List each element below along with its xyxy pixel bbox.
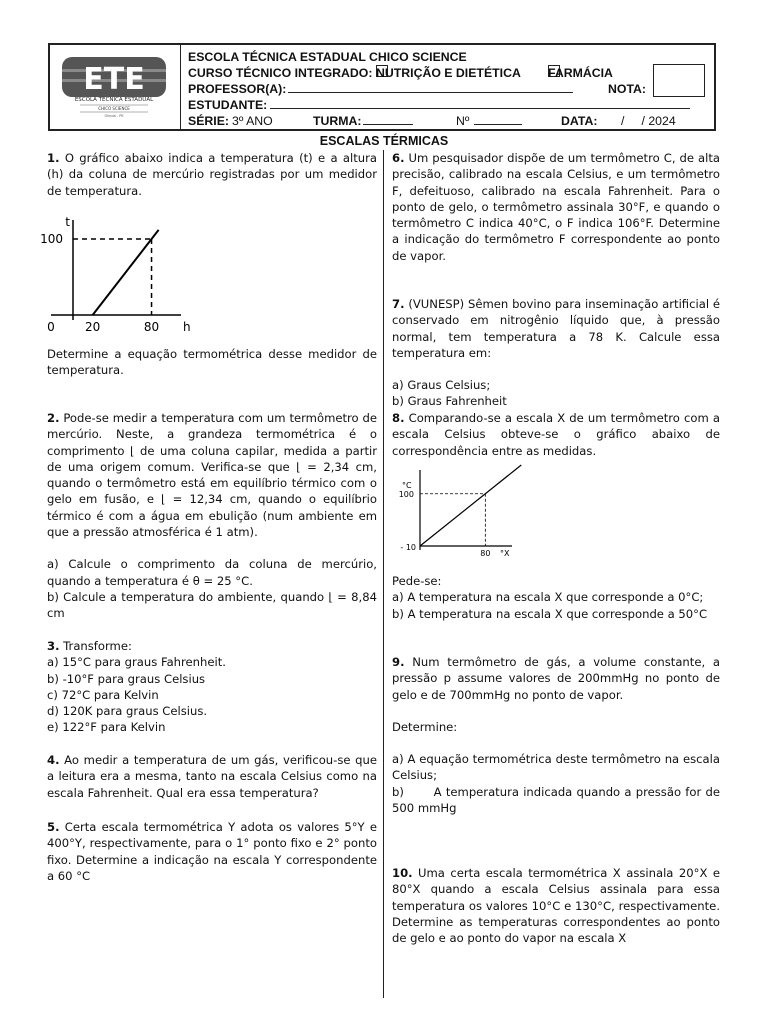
serie-value: 3º ANO [232, 114, 273, 128]
q7-text: (VUNESP) Sêmen bovino para inseminação artificial é conservado em nitrogênio líquido que, à pressão normal, tem temperatura a 78 K. Calcule essa temperatura em: [392, 297, 721, 360]
column-divider [383, 150, 384, 998]
q2-a: a) Calcule o comprimento da coluna de mercúrio, quando a temperatura é θ = 25 °C. [47, 557, 377, 588]
logo-subtitle-2: CHICO SCIENCE [98, 106, 130, 111]
left-column [40, 150, 378, 890]
question-8-items [392, 573, 720, 622]
q7-a: a) Graus Celsius; [392, 378, 491, 393]
q4-number: 4. [47, 753, 60, 767]
date-label: DATA: [561, 114, 598, 128]
page-title: ESCALAS TÉRMICAS [319, 134, 449, 148]
logo-city: Olinda - PE [104, 114, 124, 118]
nota-field[interactable] [653, 64, 705, 97]
chart-2 [392, 474, 522, 564]
y-axis-label: °C [402, 481, 412, 490]
y-tick-label: - 10 [400, 543, 416, 552]
turma-field[interactable] [363, 113, 413, 125]
professor-field[interactable] [288, 81, 573, 93]
course-label: CURSO TÉCNICO INTEGRADO: [188, 66, 373, 80]
q9-det: Determine: [392, 719, 458, 734]
q4-text: Ao medir a temperatura de um gás, verificou-se que a leitura era a mesma, tanto na escala Celsius como na escala Fahrenheit. Qual era essa temperatura? [47, 753, 378, 800]
q7-number: 7. [392, 297, 405, 311]
x-tick-label: 80 [480, 549, 491, 558]
date-value: / / 2024 [621, 114, 676, 128]
q3-text: Transforme: [63, 639, 132, 653]
question-4 [47, 752, 377, 801]
logo-subtitle: ESCOLA TÉCNICA ESTADUAL [74, 97, 154, 103]
question-1 [47, 150, 377, 199]
y-axis-label: t [65, 215, 70, 229]
q10-number: 10. [392, 866, 413, 880]
x-tick-label: 80 [143, 320, 160, 334]
header [48, 43, 716, 131]
numero-field[interactable] [474, 113, 522, 125]
turma-label: TURMA: [313, 114, 362, 128]
q10-text: Uma certa escala termométrica X assinala 20°X e 80°X quando a escala Celsius assinala para essa temperatura os valores 10°C e 130°C, respectivamente. Determine as temperaturas correspondentes ao ponto de gelo e ao ponto do vapor na escala X [392, 866, 720, 946]
q3-number: 3. [47, 639, 60, 653]
q5-number: 5. [47, 820, 60, 834]
q9-number: 9. [392, 655, 405, 669]
q3-item: c) 72°C para Kelvin [47, 687, 159, 702]
q8-a: a) A temperatura na escala X que corresponde a 0°C; [392, 590, 704, 605]
q6-number: 6. [392, 151, 405, 165]
q9-text: Num termômetro de gás, a volume constante, a pressão p assume valores de 200mmHg no ponto de gelo e de 700mmHg no ponto de vapor. [392, 655, 720, 702]
q9-a: a) A equação termométrica deste termômetro na escala Celsius; [392, 752, 720, 783]
q8-number: 8. [392, 411, 405, 425]
q2-text: Pode-se medir a temperatura com um termômetro de mercúrio. Neste, a grandeza termométrica é o comprimento ⌊ de uma coluna capilar, medida a partir de uma origem comum. Verifica-se que ⌊ = 2,34 cm, quando o termômetro está em equilíbrio térmico com o gelo em fusão, e ⌊ = 12,34 cm, quando o equilíbrio térmico é com a água em ebulição (num ambiente em que a pressão atmosférica é 1 atm). [47, 411, 378, 540]
question-7 [392, 296, 720, 410]
serie-label: SÉRIE: [188, 114, 229, 128]
farmacia-label: FARMÁCIA [548, 66, 613, 80]
q7-b: b) Graus Fahrenheit [392, 394, 507, 409]
q9-b: b) A temperatura indicada quando a pressão for de 500 mmHg [392, 784, 724, 816]
question-9 [392, 654, 724, 816]
q3-item: b) -10°F para graus Celsius [47, 671, 206, 686]
q8-text: Comparando-se a escala X de um termômetro com a escala Celsius obteve-se o gráfico abaixo de correspondência entre as medidas. [392, 411, 720, 458]
q2-b: b) Calcule a temperatura do ambiente, quando ⌊ = 8,84 cm [47, 589, 377, 621]
data-line [420, 465, 521, 546]
question-6 [392, 150, 720, 264]
student-field[interactable] [270, 97, 690, 109]
q8-pede: Pede-se: [392, 574, 442, 588]
nutricao-label: NUTRIÇÃO E DIETÉTICA [376, 66, 521, 80]
q3-item: a) 15°C para graus Fahrenheit. [47, 655, 226, 670]
q1-text: O gráfico abaixo indica a temperatura (t) e a altura (h) da coluna de mercúrio registradas por um medidor de temperatura. [47, 151, 377, 198]
question-10 [392, 865, 720, 946]
q2-number: 2. [47, 411, 60, 425]
q1-after: Determine a equação termométrica desse medidor de temperatura. [47, 347, 377, 378]
x-tick-label: 20 [84, 320, 101, 334]
logo-cell [50, 45, 181, 129]
q5-text: Certa escala termométrica Y adota os valores 5°Y e 400°Y, respectivamente, para o 1° ponto fixo e 2° ponto fixo. Determine a indicação na escala Y correspondente a 60 °C [47, 820, 378, 883]
x-axis-label: h [183, 320, 191, 334]
logo-text: ETE [83, 62, 145, 97]
origin-label: 0 [47, 320, 55, 334]
question-1-prompt [47, 346, 377, 379]
school-logo [60, 55, 168, 119]
x-axis-label: °X [500, 549, 510, 558]
numero-label: Nº [456, 114, 470, 128]
data-line [93, 230, 159, 315]
q6-text: Um pesquisador dispõe de um termômetro C, de alta precisão, calibrado na escala Celsius, e um termômetro F, defeituoso, calibrado na escala Fahrenheit. Para o ponto de gelo, o termômetro assinala 30°F, e quando o termômetro C indica 40°C, o F indica 106°F. Determine a indicação do termômetro F correspondente ao ponto de vapor. [392, 151, 720, 263]
professor-label: PROFESSOR(A): [188, 82, 287, 96]
school-name: ESCOLA TÉCNICA ESTADUAL CHICO SCIENCE [188, 50, 467, 64]
question-5 [47, 819, 377, 884]
q1-number: 1. [47, 151, 60, 165]
nota-label: NOTA: [608, 82, 647, 96]
q3-item: d) 120K para graus Celsius. [47, 704, 208, 719]
right-column [392, 150, 724, 950]
y-tick-label: 100 [398, 489, 414, 499]
question-2 [47, 410, 377, 622]
q3-item: e) 122°F para Kelvin [47, 720, 166, 735]
question-8 [392, 410, 720, 459]
chart-1 [40, 212, 197, 338]
question-3 [47, 638, 377, 736]
q8-b: b) A temperatura na escala X que corresponde a 50°C [392, 606, 708, 621]
student-label: ESTUDANTE: [188, 98, 268, 112]
y-tick-label: 100 [40, 232, 63, 246]
